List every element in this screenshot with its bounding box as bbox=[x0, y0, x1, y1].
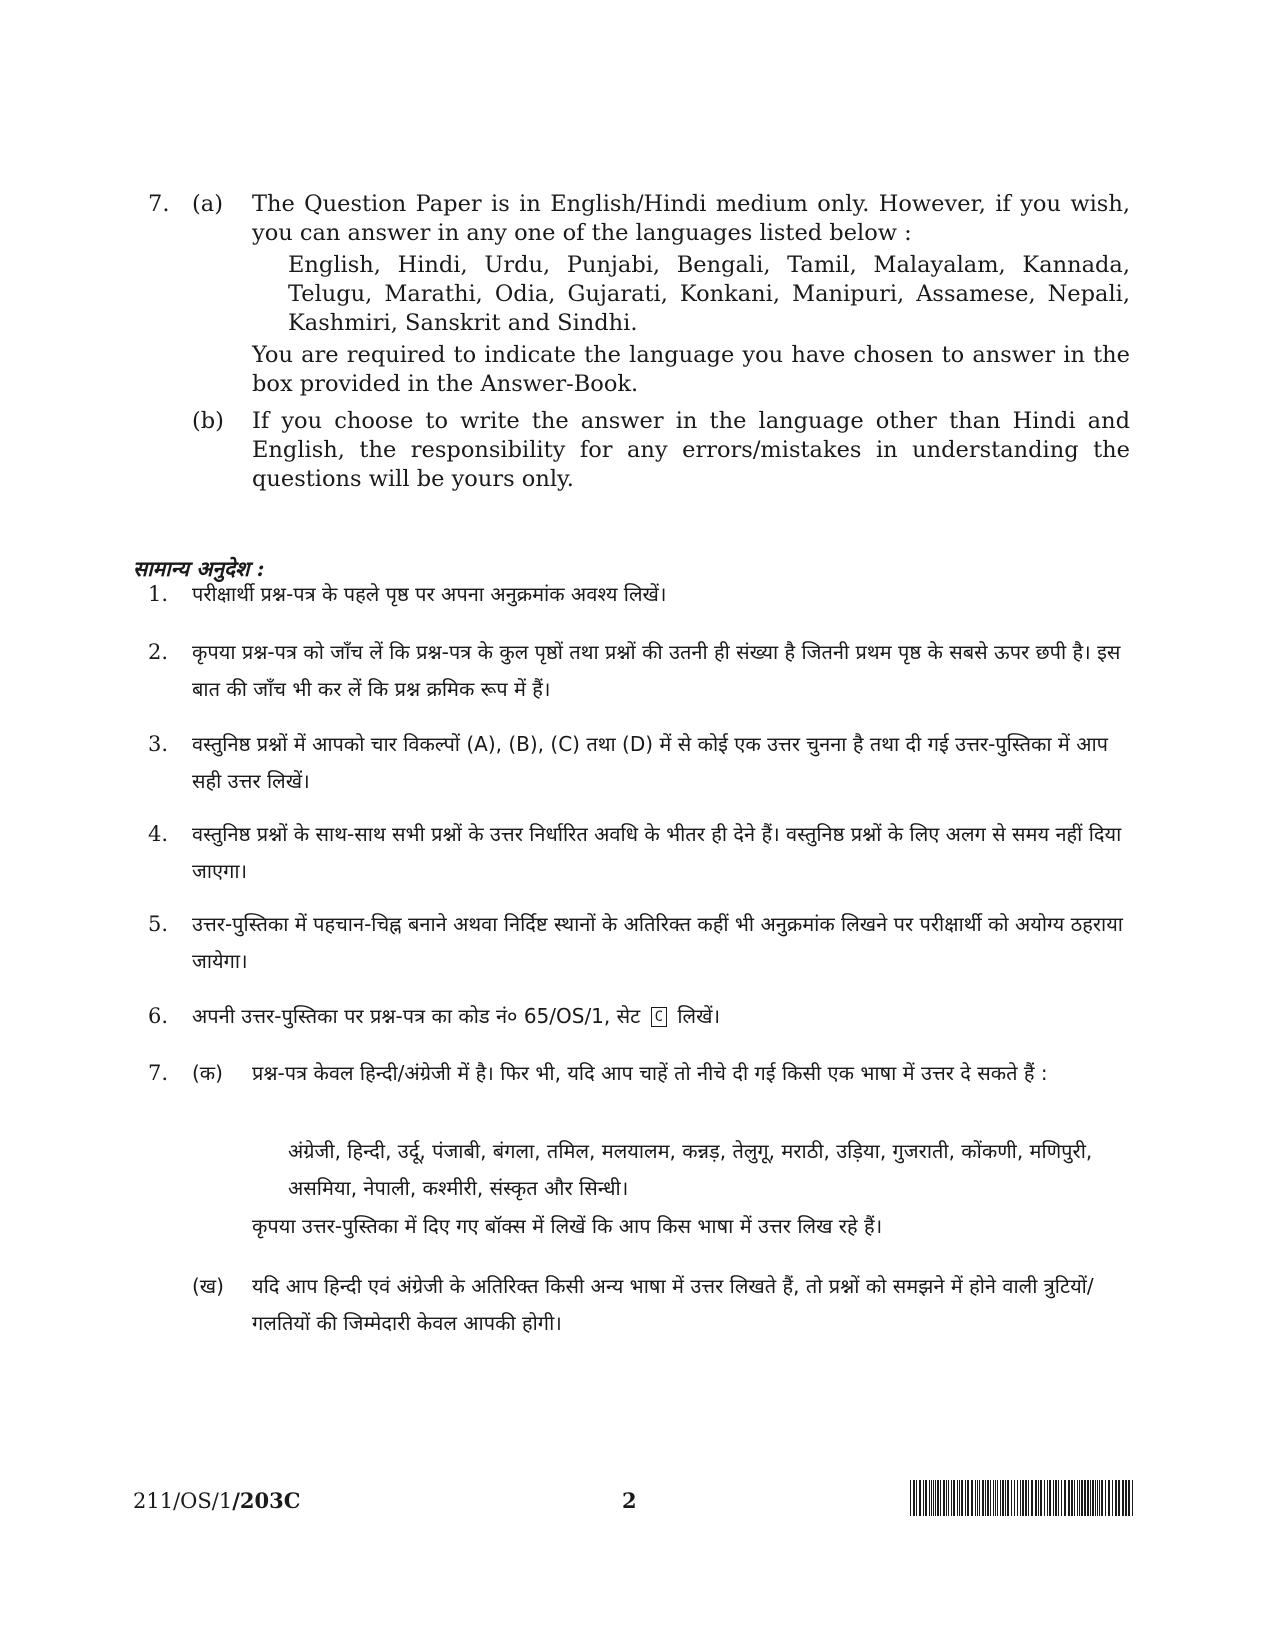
set-box: C bbox=[651, 1007, 667, 1027]
barcode-bar bbox=[946, 1480, 947, 1516]
page-number: 2 bbox=[622, 1488, 637, 1513]
barcode-bar bbox=[933, 1480, 934, 1516]
item-text bbox=[192, 998, 1138, 1035]
item-text: परीक्षार्थी प्रश्न-पत्र के पहले पृष्ठ पर अपना अनुक्रमांक अवश्य लिखें। bbox=[192, 582, 667, 606]
barcode-bar bbox=[1097, 1480, 1098, 1516]
item-text: वस्तुनिष्ठ प्रश्नों के साथ-साथ सभी प्रश्नों के उत्तर निर्धारित अवधि के भीतर ही देने हैं। वस्तुनिष्ठ प्रश्नों के लिए अलग से समय नहीं दिया जाएगा। bbox=[192, 822, 1122, 883]
barcode-bar bbox=[971, 1480, 973, 1516]
barcode-bar bbox=[987, 1480, 989, 1516]
barcode-bar bbox=[1047, 1480, 1048, 1516]
barcode-bar bbox=[1074, 1480, 1075, 1516]
barcode-bar bbox=[929, 1480, 930, 1516]
barcode-bar bbox=[916, 1480, 917, 1516]
barcode-bar bbox=[919, 1480, 921, 1516]
item-number: 6. bbox=[148, 1004, 169, 1028]
barcode-bar bbox=[935, 1480, 936, 1516]
barcode-bar bbox=[1014, 1480, 1015, 1516]
barcode-bar bbox=[1079, 1480, 1080, 1516]
barcode-bar bbox=[937, 1480, 939, 1516]
barcode-bar bbox=[1128, 1480, 1130, 1516]
barcode-bar bbox=[1132, 1480, 1133, 1516]
barcode-bar bbox=[1068, 1480, 1070, 1516]
item-7ka-text: प्रश्न-पत्र केवल हिन्दी/अंग्रेजी में है। फिर भी, यदि आप चाहें तो नीचे दी गई किसी एक भाषा में उत्तर दे सकते हैं : bbox=[252, 1061, 1048, 1085]
barcode-bar bbox=[959, 1480, 960, 1516]
barcode-bar bbox=[1101, 1480, 1103, 1516]
barcode-bar bbox=[1020, 1480, 1021, 1516]
item-number: 5. bbox=[148, 912, 169, 936]
item-text: वस्तुनिष्ठ प्रश्नों में आपको चार विकल्पों (A), (B), (C) तथा (D) में से कोई एक उत्तर चुनना है तथा दी गई उत्तर-पुस्तिका में आप सही उत्तर लिखें। bbox=[192, 732, 1109, 793]
item-7b-text: If you choose to write the answer in the language other than Hindi and English, the responsibility for any errors/mistakes in understanding the questions will be yours only. bbox=[252, 408, 1130, 492]
barcode-bar bbox=[931, 1480, 932, 1516]
barcode-bar bbox=[967, 1480, 969, 1516]
barcode-bar bbox=[1077, 1480, 1078, 1516]
barcode-bar bbox=[1092, 1480, 1094, 1516]
paper-code-prefix: 211/OS/1 bbox=[133, 1489, 233, 1513]
barcode-bar bbox=[1028, 1480, 1029, 1516]
barcode-bar bbox=[913, 1480, 915, 1516]
barcode-bar bbox=[975, 1480, 976, 1516]
item-text: कृपया प्रश्न-पत्र को जाँच लें कि प्रश्न-पत्र के कुल पृष्ठों तथा प्रश्नों की उतनी ही संख्या है जितनी प्रथम पृष्ठ के सबसे ऊपर छपी है। इस बात की जाँच भी कर लें कि प्रश्न क्रमिक रूप में हैं। bbox=[192, 640, 1121, 701]
paper-code bbox=[133, 1488, 300, 1513]
barcode-bar bbox=[1081, 1480, 1083, 1516]
barcode-bar bbox=[1040, 1480, 1042, 1516]
barcode-bar bbox=[1049, 1480, 1051, 1516]
barcode-bar bbox=[957, 1480, 958, 1516]
barcode-bar bbox=[982, 1480, 984, 1516]
barcode-bar bbox=[997, 1480, 998, 1516]
barcode bbox=[910, 1480, 1136, 1516]
sub-label-b: (b) bbox=[192, 408, 224, 434]
barcode-bar bbox=[940, 1480, 941, 1516]
barcode-bar bbox=[1038, 1480, 1039, 1516]
barcode-bar bbox=[1053, 1480, 1054, 1516]
barcode-bar bbox=[1084, 1480, 1086, 1516]
barcode-bar bbox=[925, 1480, 927, 1516]
barcode-bar bbox=[977, 1480, 978, 1516]
barcode-bar bbox=[1071, 1480, 1073, 1516]
barcode-bar bbox=[979, 1480, 980, 1516]
barcode-bar bbox=[1031, 1480, 1033, 1516]
item-number: 7. bbox=[148, 1061, 169, 1085]
barcode-bar bbox=[1007, 1480, 1009, 1516]
barcode-bar bbox=[1000, 1480, 1001, 1516]
barcode-bar bbox=[1025, 1480, 1027, 1516]
barcode-bar bbox=[990, 1480, 991, 1516]
item-6-text-after: लिखें। bbox=[677, 1004, 721, 1028]
indicate-language-text-hindi: कृपया उत्तर-पुस्तिका में दिए गए बॉक्स में लिखें कि आप किस भाषा में उत्तर लिख रहे हैं। bbox=[252, 1214, 883, 1238]
paper-code-suffix: /203C bbox=[232, 1488, 301, 1513]
general-instructions-heading: सामान्य अनुदेश : bbox=[133, 556, 265, 581]
barcode-bar bbox=[943, 1480, 945, 1516]
item-6-text-before: अपनी उत्तर-पुस्तिका पर प्रश्न-पत्र का कोड नं० 65/OS/1, सेट bbox=[192, 1004, 641, 1028]
barcode-bar bbox=[993, 1480, 994, 1516]
barcode-bar bbox=[951, 1480, 952, 1516]
barcode-bar bbox=[1022, 1480, 1024, 1516]
sub-label-ka: (क) bbox=[192, 1061, 223, 1085]
indicate-language-text: You are required to indicate the language you have chosen to answer in the box provided in the Answer-Book. bbox=[252, 342, 1130, 397]
barcode-bar bbox=[948, 1480, 949, 1516]
item-7a-text: The Question Paper is in English/Hindi medium only. However, if you wish, you can answer in any one of the languages listed below : bbox=[252, 191, 1130, 246]
item-7kha-text: यदि आप हिन्दी एवं अंग्रेजी के अतिरिक्त किसी अन्य भाषा में उत्तर लिखते हैं, तो प्रश्नों को समझने में होने वाली त्रुटियों/गलतियों की जिम्मेदारी केवल आपकी होगी। bbox=[252, 1274, 1094, 1335]
language-list-hindi: अंग्रेजी, हिन्दी, उर्दू, पंजाबी, बंगला, तमिल, मलयालम, कन्नड़, तेलुगू, मराठी, उड़िया, गुजराती, कोंकणी, मणिपुरी, असमिया, नेपाली, कश्मीरी, संस्कृत और सिन्धी। bbox=[288, 1139, 1093, 1200]
barcode-bar bbox=[985, 1480, 986, 1516]
item-number: 3. bbox=[148, 732, 169, 756]
barcode-bar bbox=[1061, 1480, 1062, 1516]
barcode-bar bbox=[1044, 1480, 1045, 1516]
sub-label-a: (a) bbox=[192, 191, 223, 217]
barcode-bar bbox=[1058, 1480, 1059, 1516]
barcode-bar bbox=[1122, 1480, 1124, 1516]
barcode-bar bbox=[1108, 1480, 1110, 1516]
barcode-bar bbox=[1005, 1480, 1006, 1516]
barcode-bar bbox=[1090, 1480, 1091, 1516]
barcode-bar bbox=[1105, 1480, 1106, 1516]
barcode-bar bbox=[923, 1480, 924, 1516]
language-list: English, Hindi, Urdu, Punjabi, Bengali, Tamil, Malayalam, Kannada, Telugu, Marathi, Odia, Gujarati, Konkani, Manipuri, Assamese, Nepali, Kashmiri, Sanskrit and Sindhi. bbox=[288, 252, 1130, 336]
item-number: 4. bbox=[148, 822, 169, 846]
barcode-bar bbox=[1055, 1480, 1057, 1516]
item-number: 2. bbox=[148, 640, 169, 664]
barcode-bar bbox=[961, 1480, 963, 1516]
sub-label-kha: (ख) bbox=[192, 1274, 224, 1298]
barcode-bar bbox=[1099, 1480, 1100, 1516]
barcode-bar bbox=[910, 1480, 911, 1516]
barcode-bar bbox=[1115, 1480, 1117, 1516]
barcode-bar bbox=[1035, 1480, 1037, 1516]
item-number: 7. bbox=[148, 191, 170, 217]
barcode-bar bbox=[1118, 1480, 1120, 1516]
barcode-bar bbox=[995, 1480, 996, 1516]
barcode-bar bbox=[1011, 1480, 1012, 1516]
barcode-bar bbox=[1125, 1480, 1127, 1516]
barcode-bar bbox=[1002, 1480, 1004, 1516]
item-text: उत्तर-पुस्तिका में पहचान-चिह्न बनाने अथवा निर्दिष्ट स्थानों के अतिरिक्त कहीं भी अनुक्रमांक लिखने पर परीक्षार्थी को अयोग्य ठहराया जायेगा। bbox=[192, 912, 1123, 973]
barcode-bar bbox=[965, 1480, 966, 1516]
barcode-bar bbox=[1064, 1480, 1066, 1516]
barcode-bar bbox=[1112, 1480, 1113, 1516]
item-number: 1. bbox=[148, 582, 169, 606]
barcode-bar bbox=[1095, 1480, 1096, 1516]
barcode-bar bbox=[953, 1480, 955, 1516]
barcode-bar bbox=[1087, 1480, 1089, 1516]
barcode-bar bbox=[1017, 1480, 1018, 1516]
